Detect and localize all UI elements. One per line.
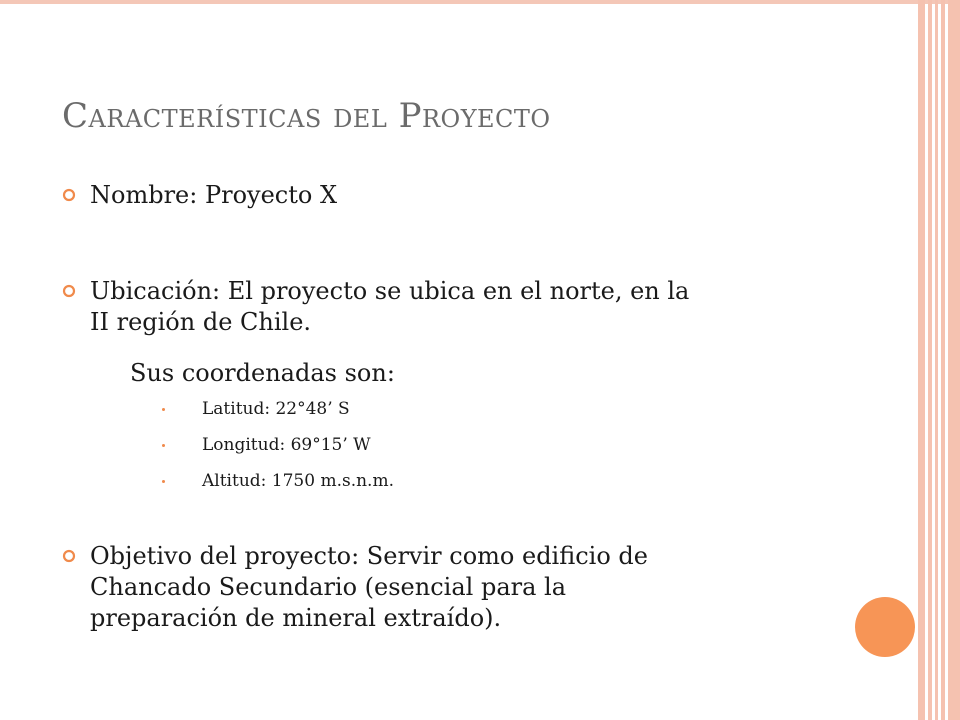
bullet-text xyxy=(90,541,648,634)
stripe xyxy=(941,0,945,720)
stripe xyxy=(918,0,925,720)
coordinate-text: Longitud: 69°15’ W xyxy=(202,435,371,455)
bullet-line: II región de Chile. xyxy=(90,308,312,336)
small-dot-icon xyxy=(162,444,165,447)
small-dot-icon xyxy=(162,480,165,483)
bullet-line: Chancado Secundario (esencial para la xyxy=(90,573,567,601)
stripe xyxy=(928,0,932,720)
coordinates-intro: Sus coordenadas son: xyxy=(130,359,395,387)
top-border xyxy=(0,0,960,4)
bullet-item xyxy=(62,180,822,212)
small-dot-icon xyxy=(162,408,165,411)
bullet-text: Nombre: Proyecto X xyxy=(90,181,338,209)
bullet-line: Objetivo del proyecto: Servir como edificio de xyxy=(90,542,648,570)
coordinate-text: Latitud: 22°48’ S xyxy=(202,399,350,419)
stripe xyxy=(948,0,960,720)
bullet-line: preparación de mineral extraído). xyxy=(90,604,502,632)
bullet-ring-icon xyxy=(62,549,76,563)
slide-title: Características del Proyecto xyxy=(62,96,551,136)
bullet-item xyxy=(62,276,842,340)
stripe xyxy=(935,0,938,720)
decorative-stripes xyxy=(918,0,960,720)
bullet-ring-icon xyxy=(62,284,76,298)
bullet-text xyxy=(90,276,689,338)
bullet-item xyxy=(62,541,842,637)
decorative-circle xyxy=(855,597,915,657)
bullet-ring-icon xyxy=(62,188,76,202)
bullet-line: Ubicación: El proyecto se ubica en el norte, en la xyxy=(90,277,690,305)
coordinate-text: Altitud: 1750 m.s.n.m. xyxy=(202,471,394,491)
